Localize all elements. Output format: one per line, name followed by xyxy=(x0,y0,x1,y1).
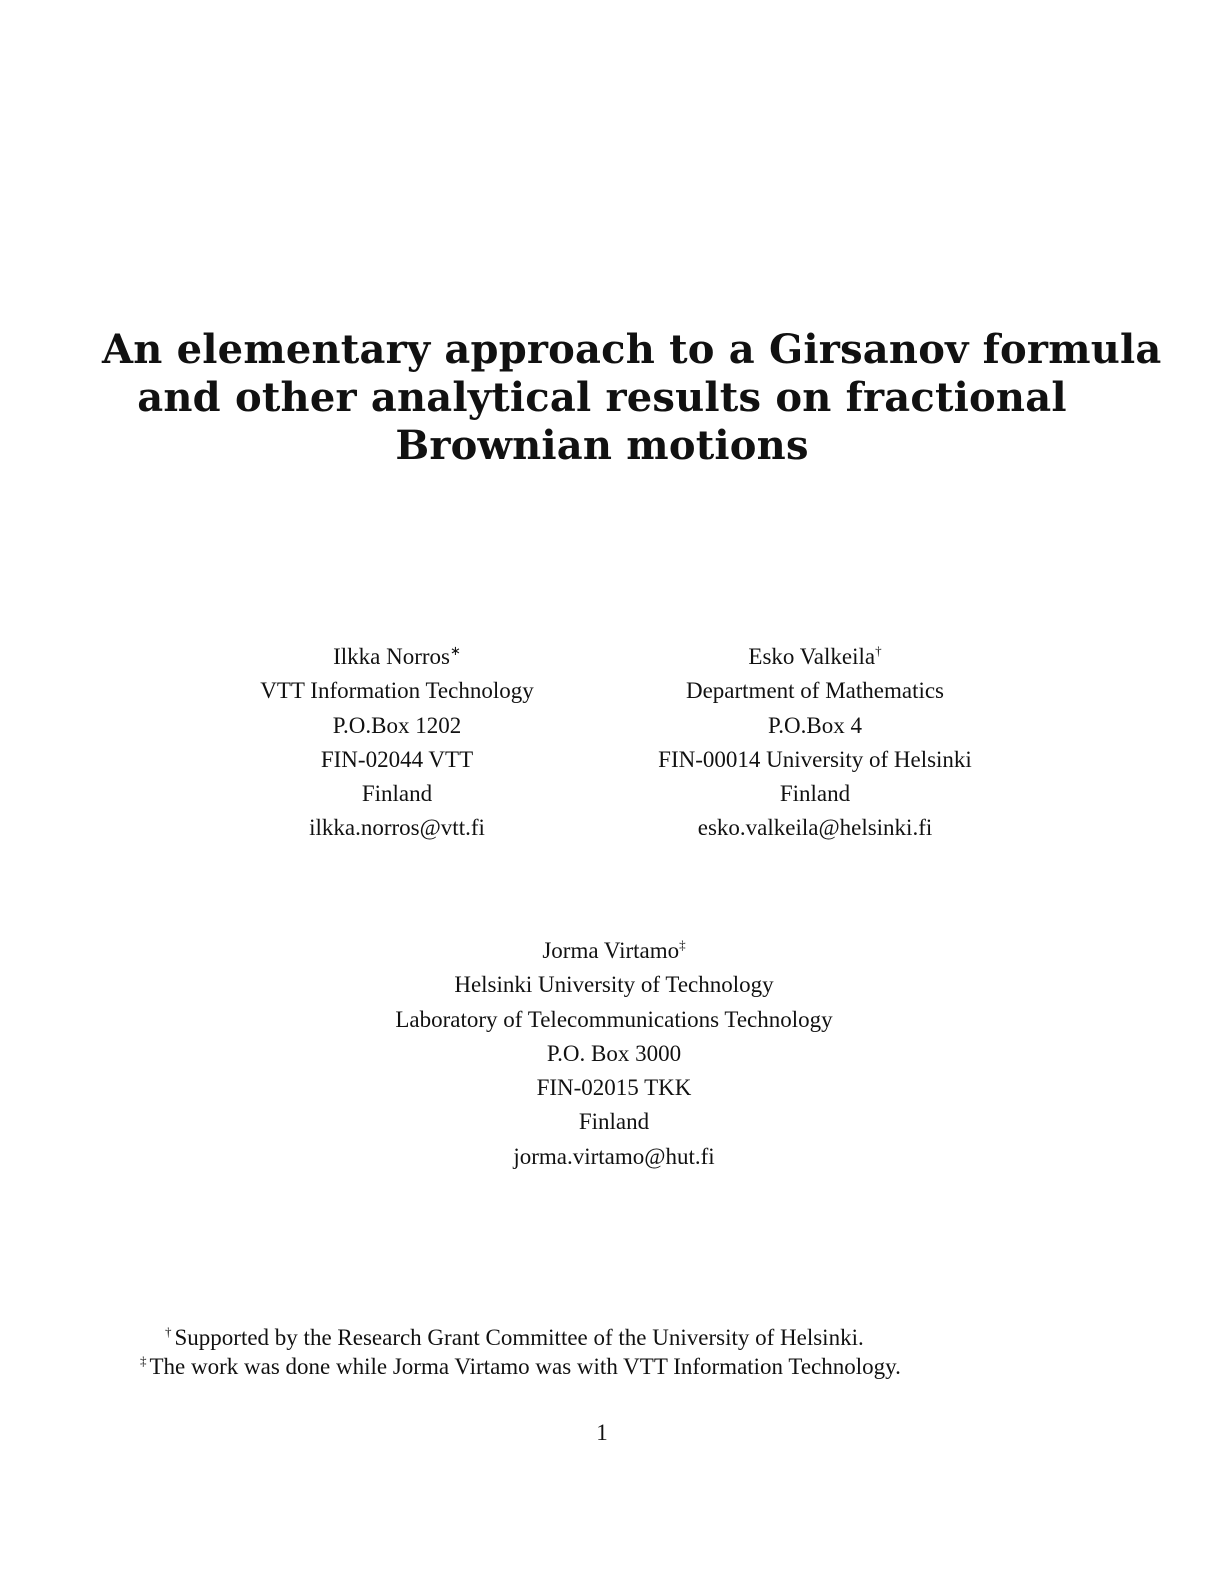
author-affiliation: Department of Mathematics xyxy=(685,678,945,704)
author-address: P.O.Box 1202 xyxy=(332,712,462,738)
author-name: Ilkka Norros∗ xyxy=(333,643,461,669)
title-line: Brownian motions xyxy=(395,422,809,469)
paper-title xyxy=(102,326,1162,470)
title-line: and other analytical results on fractional xyxy=(137,374,1067,421)
author-country: Finland xyxy=(779,781,851,807)
footnotes xyxy=(140,1323,1040,1381)
footnote xyxy=(140,1352,1040,1381)
footnote-text: Supported by the Research Grant Committee of the University of Helsinki. xyxy=(174,1325,864,1350)
title-line: An elementary approach to a Girsanov formula xyxy=(102,326,1162,373)
author-block-virtamo xyxy=(314,934,914,1174)
author-address: P.O.Box 4 xyxy=(768,712,862,738)
author-country: Finland xyxy=(578,1109,650,1135)
author-block-valkeila xyxy=(615,640,1015,846)
footnote xyxy=(140,1323,1040,1352)
author-address: FIN-02044 VTT xyxy=(320,746,474,772)
author-email: esko.valkeila@helsinki.fi xyxy=(697,815,933,841)
author-footnote-mark: † xyxy=(875,643,882,658)
author-email: ilkka.norros@vtt.fi xyxy=(309,815,485,841)
author-affiliation: Helsinki University of Technology xyxy=(454,972,774,998)
author-address: P.O. Box 3000 xyxy=(546,1040,682,1066)
footnote-text: The work was done while Jorma Virtamo was with VTT Information Technology. xyxy=(149,1354,901,1379)
author-affiliation: VTT Information Technology xyxy=(260,678,534,704)
footnote-mark: † xyxy=(165,1324,172,1339)
author-name: Esko Valkeila† xyxy=(748,643,882,669)
author-name: Jorma Virtamo‡ xyxy=(542,937,686,963)
author-email: jorma.virtamo@hut.fi xyxy=(513,1143,715,1169)
author-address: FIN-00014 University of Helsinki xyxy=(658,746,972,772)
author-block-norros xyxy=(197,640,597,846)
author-footnote-mark: ∗ xyxy=(449,643,461,658)
author-department: Laboratory of Telecommunications Technology xyxy=(395,1006,833,1032)
author-address: FIN-02015 TKK xyxy=(536,1075,692,1101)
page-number: 1 xyxy=(596,1420,608,1445)
author-footnote-mark: ‡ xyxy=(679,937,686,952)
author-country: Finland xyxy=(361,781,433,807)
footnote-mark: ‡ xyxy=(140,1353,147,1368)
